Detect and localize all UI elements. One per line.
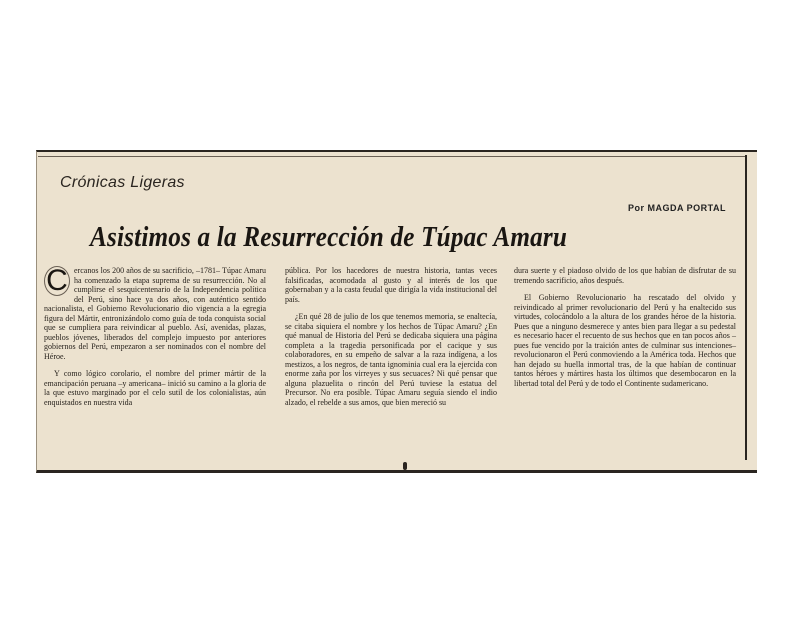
fold-mark xyxy=(403,462,407,470)
frame-top-rule xyxy=(38,156,745,157)
column-3 xyxy=(514,266,736,396)
drop-cap: C xyxy=(44,266,70,296)
headline: Asistimos a la Resurrección de Túpac Amaru xyxy=(90,222,568,253)
column-1-paragraph-1 xyxy=(44,266,266,361)
column-1 xyxy=(44,266,266,415)
frame-right-rule xyxy=(745,155,747,460)
column-1-paragraph-2: Y como lógico corolario, el nombre del primer mártir de la emancipación peruana –y americana– inició su camino a la gloria de la que estuvo marginado por el celo sutil de los colonialistas, aún enquistados en nuestra vida xyxy=(44,369,266,407)
column-3-paragraph-2: El Gobierno Revolucionario ha rescatado del olvido y reivindicado al primer revolucionario del Perú y ha enaltecido sus virtudes, colocándolo a la altura de los grandes héroe de la historia. Pues que a ninguno desmerece y antes bien para llegar a su pedestal es necesario hacer el recuento de sus hechos que en tan pocos años –pues fue vencido por la traición antes de culminar sus intenciones– revolucionaron el Perú conmoviendo a la América toda. Hechos que han dejado su huella inmortal tras, de la que habían de continuar tantos héroes y mártires hasta los últimos que desembocaron en la libertad total del Perú y de todo el Continente sudamericano. xyxy=(514,293,736,388)
section-title: Crónicas Ligeras xyxy=(60,174,185,191)
column-3-paragraph-1: dura suerte y el piadoso olvido de los que habían de disfrutar de su tremendo sacrificio, años después. xyxy=(514,266,736,285)
column-2-paragraph-1: pública. Por los hacedores de nuestra historia, tantas veces falsificadas, acomodada al gusto y al interés de los que gobernaban y a la casta feudal que dirigía la vida institucional del país. xyxy=(285,266,497,304)
column-2-paragraph-2: ¿En qué 28 de julio de los que tenemos memoria, se enaltecía, se citaba siquiera el nombre y los hechos de Túpac Amaru? ¿En qué manual de Historia del Perú se dedicaba siquiera una página completa a la tragedia personificada por el cacique y sus colaboradores, en su empeño de salvar a la raza indígena, a los mestizos, a los negros, de tanta ignominia cual era la ejercida con enorme zaña por los virreyes y sus secuaces? Ni qué pensar que alguna plazuelita o rincón del Perú tuviese la estatua del Precursor. No era posible. Túpac Amaru seguía siendo el indio alzado, el rebelde a sus amos, que bien mereció su xyxy=(285,312,497,407)
column-2 xyxy=(285,266,497,415)
column-1-paragraph-1-text: ercanos los 200 años de su sacrificio, –1781– Túpac Amaru ha comenzado la etapa suprema de su resurrección. No al cumplirse el sesquicentenario de la Independencia política del Perú, sino hace ya dos años, con auténtico sentido nacionalista, el Gobierno Revolucionario dio vigencia a la egregia figura del Mártir, entronizándolo como guía de toda conquista social que se cumpliera para reivindicar al pueblo. Así, avenidas, plazas, pueblos jóvenes, liberados del complejo impuesto por anteriores gobiernos del Perú, empezaron a ser nominados con el nombre del Héroe. xyxy=(44,266,266,361)
byline: Por MAGDA PORTAL xyxy=(628,203,726,213)
